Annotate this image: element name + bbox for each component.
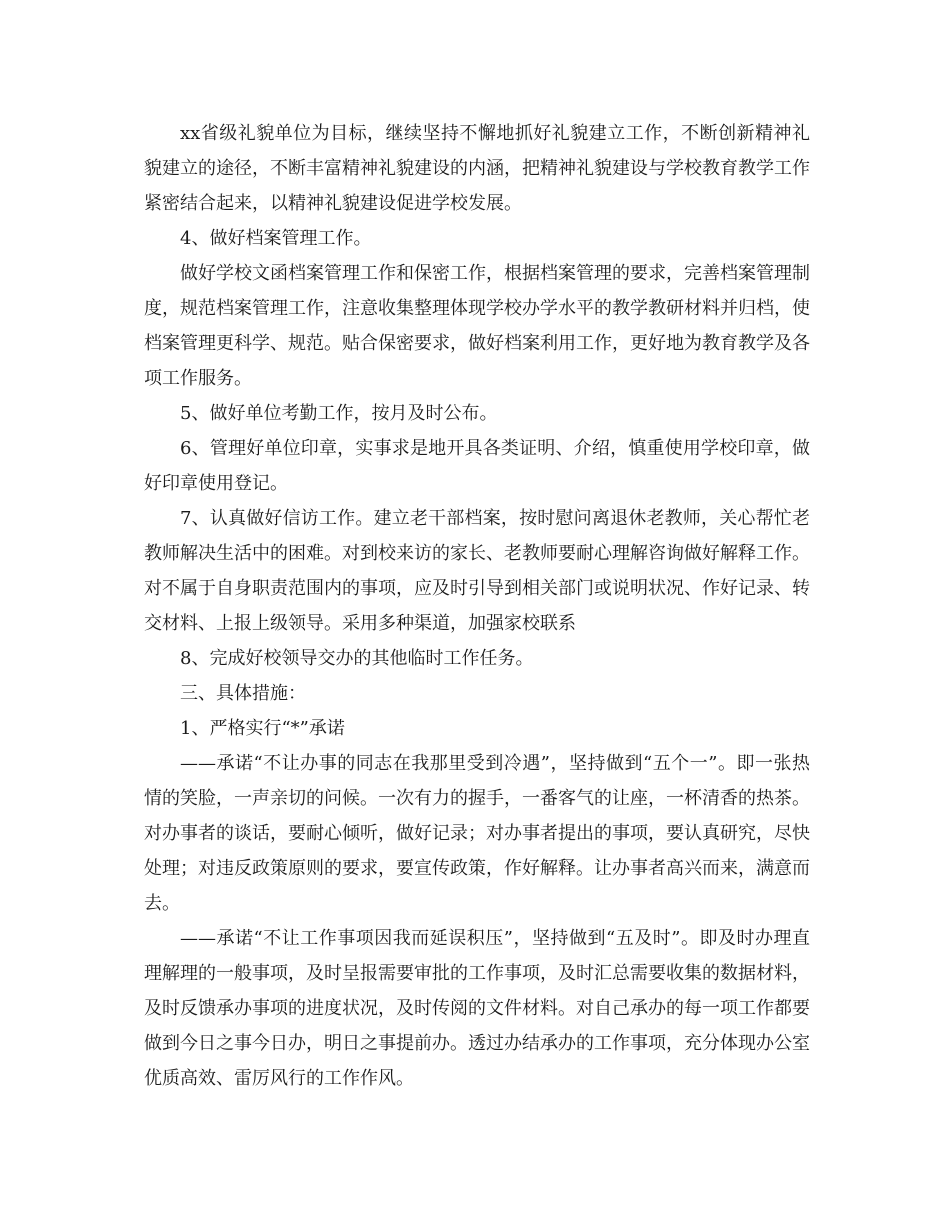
section-heading: 4、做好档案管理工作。 <box>180 228 372 249</box>
section-heading: 三、具体措施： <box>180 683 306 704</box>
paragraph: ——承诺“不让办事的同志在我那里受到冷遇”，坚持做到“五个一”。即一张热情的笑脸，一声亲切的问候。一次有力的握手，一番客气的让座，一杯清香的热茶。对办事者的谈话，要耐心倾听，做好记录；对办事者提出的事项，要认真研究，尽快处理；对违反政策原则的要求，要宣传政策，作好解释。让办事者高兴而来，满意而去。 <box>144 753 810 914</box>
paragraph: ——承诺“不让工作事项因我而延误积压”，坚持做到“五及时”。即及时办理直理解理的一般事项，及时呈报需要审批的工作事项，及时汇总需要收集的数据材料，及时反馈承办事项的进度状况，及时传阅的文件材料。对自己承办的每一项工作都要做到今日之事今日办，明日之事提前办。透过办结承办的工作事项，充分体现办公室优质高效、雷厉风行的工作作风。 <box>144 928 810 1089</box>
paragraph: xx省级礼貌单位为目标，继续坚持不懈地抓好礼貌建立工作，不断创新精神礼貌建立的途径，不断丰富精神礼貌建设的内涵，把精神礼貌建设与学校教育教学工作紧密结合起来，以精神礼貌建设促进学校发展。 <box>144 123 810 214</box>
paragraph: 做好学校文函档案管理工作和保密工作，根据档案管理的要求，完善档案管理制度，规范档案管理工作，注意收集整理体现学校办学水平的教学教研材料并归档，使档案管理更科学、规范。贴合保密要求，做好档案利用工作，更好地为教育教学及各项工作服务。 <box>144 263 810 389</box>
subsection-heading: 1、严格实行“*”承诺 <box>180 718 345 739</box>
paragraph: 8、完成好校领导交办的其他临时工作任务。 <box>180 648 534 669</box>
paragraph: 5、做好单位考勤工作，按月及时公布。 <box>180 403 498 424</box>
document-body <box>144 116 810 1096</box>
paragraph: 6、管理好单位印章，实事求是地开具各类证明、介绍，慎重使用学校印章，做好印章使用登记。 <box>144 438 810 494</box>
paragraph: 7、认真做好信访工作。建立老干部档案，按时慰问离退休老教师，关心帮忙老教师解决生活中的困难。对到校来访的家长、老教师要耐心理解咨询做好解释工作。对不属于自身职责范围内的事项，应及时引导到相关部门或说明状况、作好记录、转交材料、上报上级领导。采用多种渠道，加强家校联系 <box>144 508 810 634</box>
